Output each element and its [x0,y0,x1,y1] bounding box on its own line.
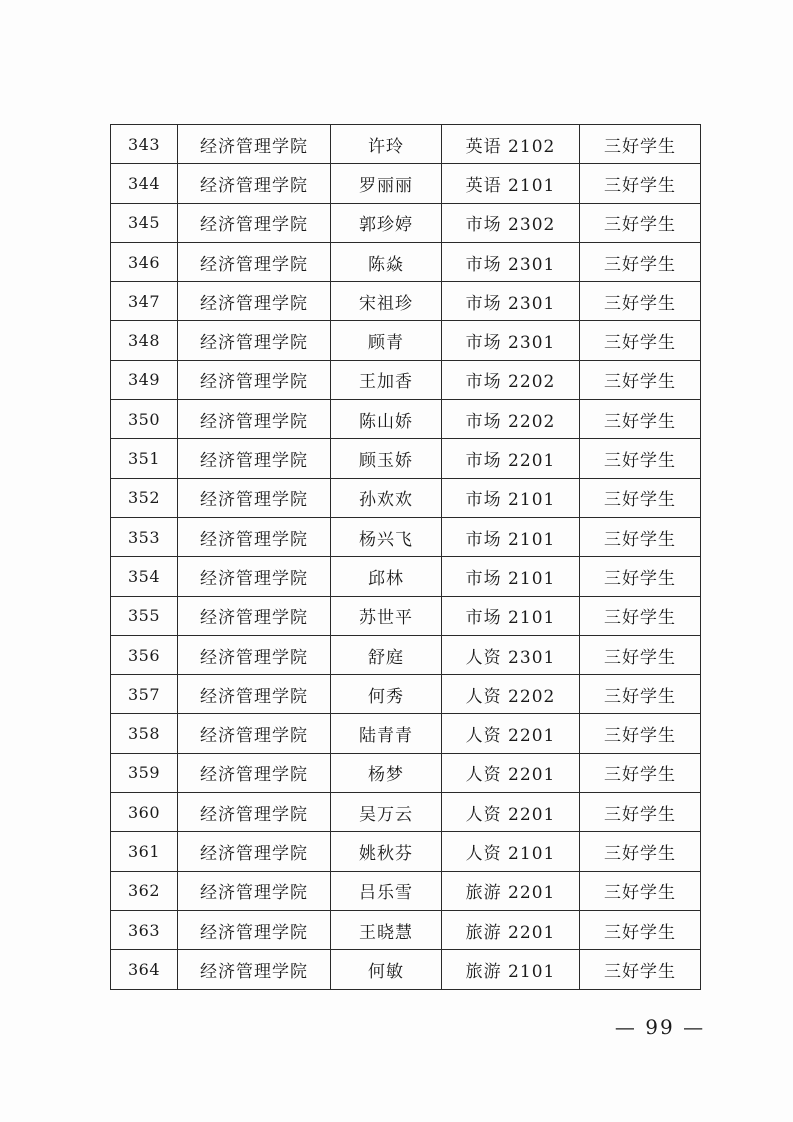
cell-student-name: 姚秋芬 [331,832,442,871]
cell-honor: 三好学生 [580,910,701,949]
cell-college: 经济管理学院 [178,714,331,753]
table-row [111,478,701,517]
cell-honor: 三好学生 [580,596,701,635]
cell-honor: 三好学生 [580,871,701,910]
cell-honor: 三好学生 [580,282,701,321]
cell-student-name: 陈焱 [331,242,442,281]
table-row [111,242,701,281]
cell-number: 349 [111,360,178,399]
cell-student-name: 罗丽丽 [331,164,442,203]
table-row [111,439,701,478]
cell-number: 361 [111,832,178,871]
cell-student-name: 舒庭 [331,635,442,674]
cell-student-name: 吴万云 [331,793,442,832]
cell-honor: 三好学生 [580,950,701,989]
cell-college: 经济管理学院 [178,910,331,949]
cell-number: 351 [111,439,178,478]
table-row [111,910,701,949]
cell-honor: 三好学生 [580,714,701,753]
cell-honor: 三好学生 [580,125,701,164]
cell-student-name: 顾青 [331,321,442,360]
cell-class: 市场 2201 [442,439,580,478]
cell-number: 362 [111,871,178,910]
cell-college: 经济管理学院 [178,203,331,242]
cell-honor: 三好学生 [580,439,701,478]
student-honor-table [110,124,701,990]
table-row [111,517,701,556]
cell-number: 350 [111,400,178,439]
table-row [111,714,701,753]
cell-class: 市场 2101 [442,478,580,517]
cell-class: 旅游 2101 [442,950,580,989]
cell-class: 旅游 2201 [442,910,580,949]
cell-college: 经济管理学院 [178,400,331,439]
cell-class: 人资 2201 [442,753,580,792]
cell-class: 人资 2301 [442,635,580,674]
cell-student-name: 杨兴飞 [331,517,442,556]
cell-number: 358 [111,714,178,753]
cell-college: 经济管理学院 [178,596,331,635]
cell-college: 经济管理学院 [178,753,331,792]
table-row [111,125,701,164]
cell-honor: 三好学生 [580,478,701,517]
table-row [111,360,701,399]
cell-student-name: 苏世平 [331,596,442,635]
cell-college: 经济管理学院 [178,164,331,203]
cell-college: 经济管理学院 [178,360,331,399]
cell-honor: 三好学生 [580,635,701,674]
cell-class: 市场 2301 [442,282,580,321]
table-row [111,832,701,871]
cell-class: 市场 2202 [442,360,580,399]
cell-student-name: 郭珍婷 [331,203,442,242]
cell-student-name: 邱林 [331,557,442,596]
page-number: — 99 — [614,1015,706,1039]
cell-class: 市场 2301 [442,242,580,281]
cell-class: 市场 2301 [442,321,580,360]
cell-college: 经济管理学院 [178,478,331,517]
cell-number: 356 [111,635,178,674]
cell-student-name: 吕乐雪 [331,871,442,910]
cell-college: 经济管理学院 [178,439,331,478]
cell-college: 经济管理学院 [178,793,331,832]
cell-number: 348 [111,321,178,360]
table-row [111,282,701,321]
cell-student-name: 顾玉娇 [331,439,442,478]
cell-student-name: 孙欢欢 [331,478,442,517]
cell-number: 357 [111,675,178,714]
cell-number: 346 [111,242,178,281]
cell-student-name: 王加香 [331,360,442,399]
cell-student-name: 许玲 [331,125,442,164]
cell-student-name: 王晓慧 [331,910,442,949]
table-row [111,871,701,910]
cell-student-name: 陈山娇 [331,400,442,439]
table-row [111,635,701,674]
cell-honor: 三好学生 [580,753,701,792]
cell-number: 343 [111,125,178,164]
cell-class: 市场 2302 [442,203,580,242]
table-row [111,164,701,203]
table-row [111,596,701,635]
cell-number: 352 [111,478,178,517]
cell-class: 市场 2101 [442,557,580,596]
cell-honor: 三好学生 [580,675,701,714]
cell-honor: 三好学生 [580,242,701,281]
table-row [111,203,701,242]
cell-college: 经济管理学院 [178,242,331,281]
cell-class: 旅游 2201 [442,871,580,910]
cell-class: 人资 2201 [442,714,580,753]
cell-class: 市场 2202 [442,400,580,439]
cell-number: 355 [111,596,178,635]
cell-college: 经济管理学院 [178,871,331,910]
cell-honor: 三好学生 [580,400,701,439]
cell-class: 人资 2101 [442,832,580,871]
table-body [111,125,701,990]
cell-college: 经济管理学院 [178,950,331,989]
cell-college: 经济管理学院 [178,517,331,556]
table-row [111,321,701,360]
cell-number: 344 [111,164,178,203]
cell-class: 市场 2101 [442,596,580,635]
cell-honor: 三好学生 [580,793,701,832]
cell-college: 经济管理学院 [178,557,331,596]
cell-honor: 三好学生 [580,203,701,242]
cell-student-name: 宋祖珍 [331,282,442,321]
table-row [111,793,701,832]
cell-class: 英语 2101 [442,164,580,203]
cell-class: 市场 2101 [442,517,580,556]
cell-student-name: 何敏 [331,950,442,989]
cell-student-name: 陆青青 [331,714,442,753]
cell-student-name: 何秀 [331,675,442,714]
cell-number: 345 [111,203,178,242]
cell-honor: 三好学生 [580,832,701,871]
table-row [111,400,701,439]
cell-number: 360 [111,793,178,832]
cell-student-name: 杨梦 [331,753,442,792]
cell-college: 经济管理学院 [178,832,331,871]
table-row [111,675,701,714]
cell-number: 353 [111,517,178,556]
cell-college: 经济管理学院 [178,675,331,714]
cell-college: 经济管理学院 [178,321,331,360]
cell-honor: 三好学生 [580,360,701,399]
cell-number: 354 [111,557,178,596]
cell-class: 人资 2202 [442,675,580,714]
cell-honor: 三好学生 [580,517,701,556]
cell-college: 经济管理学院 [178,282,331,321]
cell-class: 人资 2201 [442,793,580,832]
cell-class: 英语 2102 [442,125,580,164]
table-row [111,557,701,596]
cell-college: 经济管理学院 [178,125,331,164]
table-row [111,950,701,989]
cell-honor: 三好学生 [580,164,701,203]
cell-honor: 三好学生 [580,557,701,596]
cell-honor: 三好学生 [580,321,701,360]
table-row [111,753,701,792]
cell-number: 363 [111,910,178,949]
cell-number: 364 [111,950,178,989]
cell-number: 347 [111,282,178,321]
cell-number: 359 [111,753,178,792]
cell-college: 经济管理学院 [178,635,331,674]
